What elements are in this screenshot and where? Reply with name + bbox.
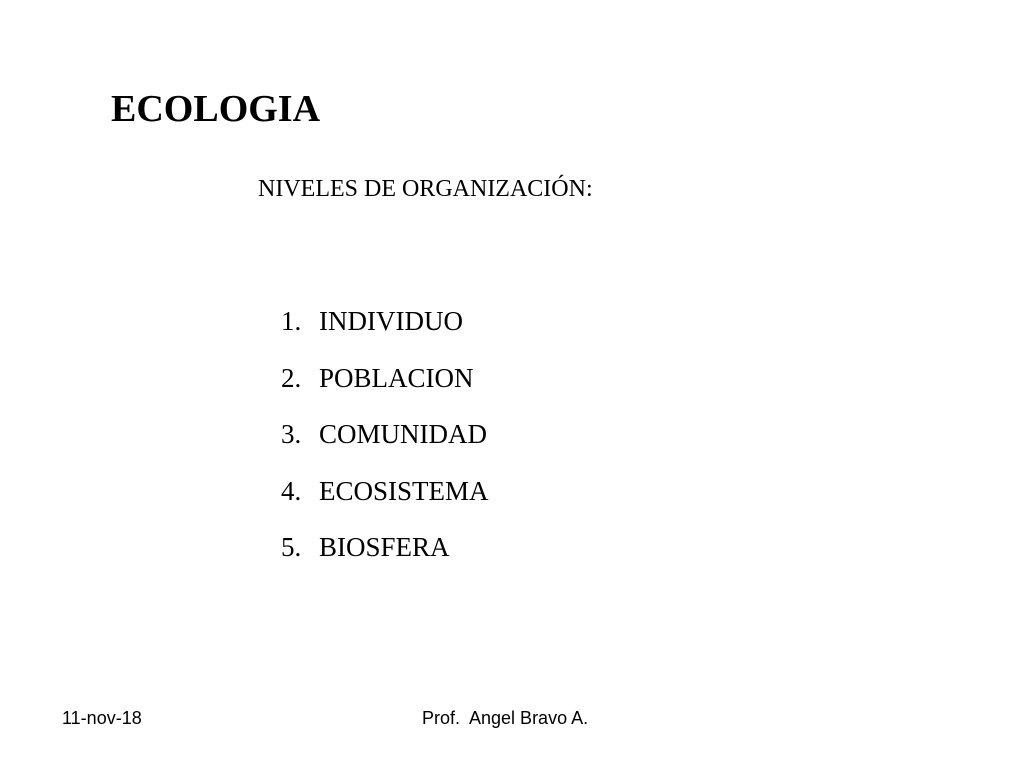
footer-date: 11-nov-18 [62, 708, 142, 728]
list-item-label: ECOSISTEMA [319, 475, 489, 506]
list-item-number: 3. [281, 419, 302, 449]
list-item-number: 4. [281, 475, 302, 506]
list-item [281, 302, 489, 359]
list-item-label: BIOSFERA [319, 532, 450, 562]
list-item [281, 359, 489, 416]
slide-title: ECOLOGIA [111, 88, 321, 130]
list-item-label: POBLACION [319, 362, 474, 393]
list-item-label: COMUNIDAD [319, 419, 487, 449]
levels-list [281, 302, 489, 585]
list-item-label: INDIVIDUO [319, 306, 463, 336]
list-item [281, 415, 489, 472]
list-item-number: 2. [281, 362, 302, 393]
list-item-number: 1. [281, 306, 302, 336]
footer-author: Prof. Angel Bravo A. [422, 708, 589, 728]
list-item [281, 528, 489, 585]
slide-subtitle: NIVELES DE ORGANIZACIÓN: [258, 176, 593, 202]
list-item-number: 5. [281, 532, 302, 562]
list-item [281, 472, 489, 529]
